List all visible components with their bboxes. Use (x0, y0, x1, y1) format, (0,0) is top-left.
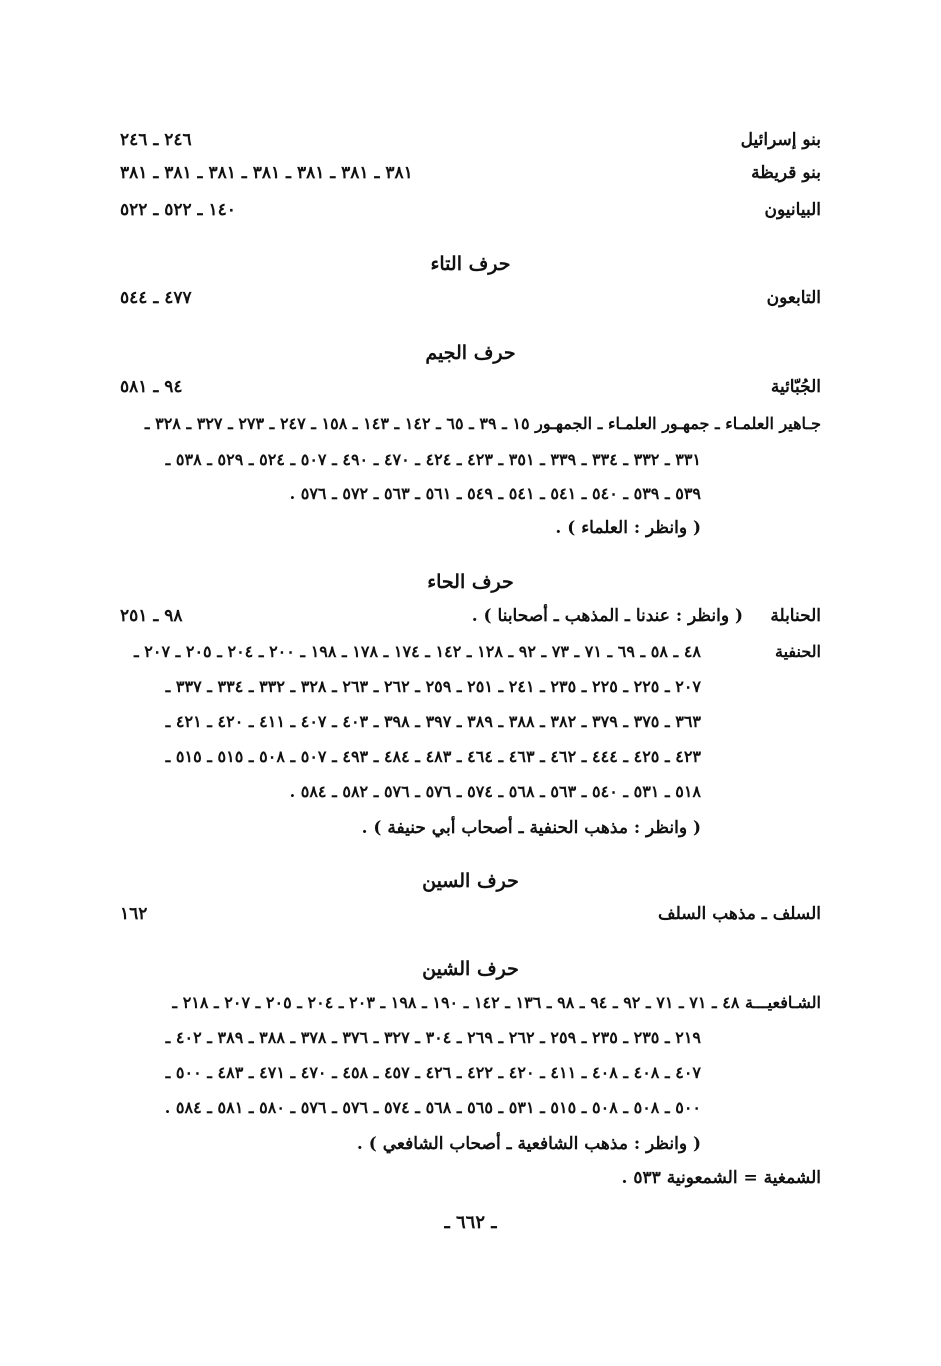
entry-pages: ٩٨ ـ ٢٥١ (120, 606, 183, 626)
entry-term: الجُبّائية (770, 377, 821, 397)
see-also-text: ( وانظر : مذهب الشافعية ـ أصحاب الشافعي ) . (356, 1134, 701, 1154)
entry-term: البيانيون (764, 200, 821, 220)
entry-continuation (120, 478, 821, 510)
index-entry (120, 600, 821, 632)
index-entry (120, 371, 821, 403)
entry-line: الشـافعيـــة ٤٨ ـ ٧١ ـ ٧١ ـ ٩٢ ـ ٩٤ ـ ٩٨ ـ ١٣٦ ـ ١٤٢ ـ ١٩٠ ـ ١٩٨ ـ ٢٠٣ ـ ٢٠٤ ـ ٢٠٥ ـ ٢٠٧ ـ ٢١٨ ـ (172, 993, 821, 1012)
entry-line: ٥٠٠ ـ ٥٠٨ ـ ٥٠٨ ـ ٥١٥ ـ ٥٣١ ـ ٥٦٥ ـ ٥٦٨ ـ ٥٧٤ ـ ٥٧٦ ـ ٥٧٦ ـ ٥٨٠ ـ ٥٨١ ـ ٥٨٤ . (164, 1098, 701, 1117)
section-heading-shin: حرف الشين (422, 958, 519, 980)
see-also-text: ( وانظر : العلماء ) . (555, 518, 701, 538)
entry-pages: ٢٤٦ ـ ٢٤٦ (120, 130, 192, 150)
section-heading-ta: حرف التاء (430, 253, 511, 275)
entry-pages: ٩٤ ـ ٥٨١ (120, 377, 183, 397)
index-entry (120, 157, 821, 189)
entry-line: ٥١٨ ـ ٥٣١ ـ ٥٤٠ ـ ٥٦٣ ـ ٥٦٨ ـ ٥٧٤ ـ ٥٧٦ ـ ٥٧٦ ـ ٥٨٢ ـ ٥٨٤ . (289, 782, 701, 801)
see-also (120, 512, 821, 544)
see-also-text: ( وانظر : مذهب الحنفية ـ أصحاب أبي حنيفة ) . (361, 818, 701, 838)
index-entry (120, 194, 821, 226)
entry-line: ٣٣١ ـ ٣٣٢ ـ ٣٣٤ ـ ٣٣٩ ـ ٣٥١ ـ ٤٢٣ ـ ٤٢٤ ـ ٤٧٠ ـ ٤٩٠ ـ ٥٠٧ ـ ٥٢٤ ـ ٥٢٩ ـ ٥٣٨ ـ (165, 450, 701, 469)
entry-line: ٢١٩ ـ ٢٣٥ ـ ٢٣٥ ـ ٢٥٩ ـ ٢٦٢ ـ ٢٦٩ ـ ٣٠٤ ـ ٣٢٧ ـ ٣٧٦ ـ ٣٧٨ ـ ٣٨٨ ـ ٣٨٩ ـ ٤٠٢ ـ (165, 1028, 701, 1047)
entry-continuation (120, 1022, 821, 1054)
entry-pages: ١٦٢ (120, 904, 148, 924)
entry-line: ٢٠٧ ـ ٢٢٥ ـ ٢٢٥ ـ ٢٣٥ ـ ٢٤١ ـ ٢٥١ ـ ٢٥٩ ـ ٢٦٢ ـ ٢٦٣ ـ ٣٢٨ ـ ٣٣٢ ـ ٣٣٤ ـ ٣٣٧ ـ (165, 677, 701, 696)
entry-line: ٤٨ ـ ٥٨ ـ ٦٩ ـ ٧١ ـ ٧٣ ـ ٩٢ ـ ١٢٨ ـ ١٤٢ ـ ١٧٤ ـ ١٧٨ ـ ١٩٨ ـ ٢٠٠ ـ ٢٠٤ ـ ٢٠٥ ـ ٢٠٧ ـ (133, 642, 701, 661)
index-entry-shafiiyya (120, 987, 821, 1019)
entry-line: جـاهير العلمـاء ـ جمهـور العلمـاء ـ الجمهـور ١٥ ـ ٣٩ ـ ٦٥ ـ ١٤٢ ـ ١٤٣ ـ ١٥٨ ـ ٢٤٧ ـ ٢٧٣ ـ ٣٢٧ ـ ٣٢٨ ـ (144, 414, 821, 433)
section-heading-jim: حرف الجيم (425, 342, 516, 364)
entry-continuation (120, 444, 821, 476)
entry-line: ٥٣٩ ـ ٥٣٩ ـ ٥٤٠ ـ ٥٤١ ـ ٥٤١ ـ ٥٤٩ ـ ٥٦١ ـ ٥٦٣ ـ ٥٧٢ ـ ٥٧٦ . (289, 484, 701, 503)
page-number: ـ ٦٦٢ ـ (444, 1212, 497, 1233)
section-heading-sin: حرف السين (422, 870, 519, 892)
entry-term: الحنفية (775, 642, 821, 661)
entry-line: ٤٢٣ ـ ٤٢٥ ـ ٤٤٤ ـ ٤٦٢ ـ ٤٦٣ ـ ٤٦٤ ـ ٤٨٣ ـ ٤٨٤ ـ ٤٩٣ ـ ٥٠٧ ـ ٥٠٨ ـ ٥١٥ ـ ٥١٥ ـ (165, 747, 701, 766)
entry-pages: ١٤٠ ـ ٥٢٢ ـ ٥٢٢ (120, 200, 236, 220)
index-entry-hanafiyya (120, 636, 821, 668)
entry-pages: ٣٨١ ـ ٣٨١ ـ ٣٨١ ـ ٣٨١ ـ ٣٨١ ـ ٣٨١ ـ ٣٨١ (120, 163, 413, 183)
index-entry (120, 898, 821, 930)
entry-line: ٣٦٣ ـ ٣٧٥ ـ ٣٧٩ ـ ٣٨٢ ـ ٣٨٨ ـ ٣٨٩ ـ ٣٩٧ ـ ٣٩٨ ـ ٤٠٣ ـ ٤٠٧ ـ ٤١١ ـ ٤٢٠ ـ ٤٢١ ـ (165, 712, 701, 731)
see-also (120, 1128, 821, 1160)
see-also-text: ( وانظر : عندنا ـ المذهب ـ أصحابنا ) . (471, 606, 743, 626)
entry-term: الشمغية = الشمعونية ٥٣٣ . (621, 1168, 821, 1188)
entry-term: الحنابلة (770, 606, 821, 626)
entry-term: بنو إسرائيل (740, 130, 821, 150)
entry-continuation (120, 1092, 821, 1124)
index-entry (120, 124, 821, 156)
entry-continuation (120, 776, 821, 808)
entry-continuation (120, 671, 821, 703)
entry-line: ٤٠٧ ـ ٤٠٨ ـ ٤٠٨ ـ ٤١١ ـ ٤٢٠ ـ ٤٢٢ ـ ٤٢٦ ـ ٤٥٧ ـ ٤٥٨ ـ ٤٧٠ ـ ٤٧١ ـ ٤٨٣ ـ ٥٠٠ ـ (165, 1063, 701, 1082)
entry-term: السلف ـ مذهب السلف (657, 904, 821, 924)
entry-continuation (120, 706, 821, 738)
index-entry (120, 282, 821, 314)
entry-continuation (120, 741, 821, 773)
index-entry-jamahir (120, 408, 821, 440)
entry-pages: ٤٧٧ ـ ٥٤٤ (120, 288, 192, 308)
see-also (120, 812, 821, 844)
section-heading-ha: حرف الحاء (427, 571, 514, 593)
entry-continuation (120, 1057, 821, 1089)
entry-term: التابعون (766, 288, 821, 308)
entry-term: بنو قريظة (751, 163, 821, 183)
index-entry (120, 1162, 821, 1194)
